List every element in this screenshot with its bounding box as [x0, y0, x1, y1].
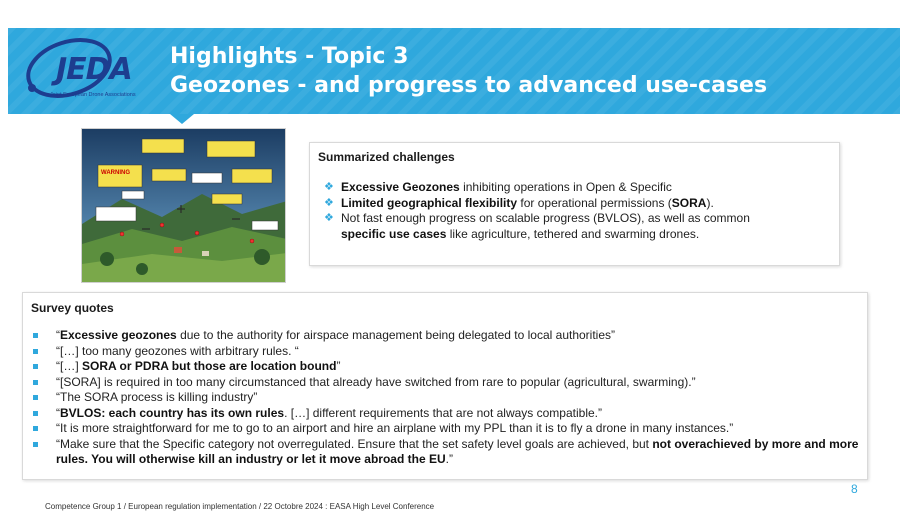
- logo-text: JEDA: [56, 52, 132, 87]
- challenge-bold: Excessive Geozones: [341, 180, 460, 194]
- logo-subtitle: Joint European Drone Associations: [50, 92, 136, 98]
- challenge-text: ).: [706, 195, 714, 210]
- quote-text: “[…]: [56, 359, 82, 373]
- square-bullet-icon: [33, 349, 38, 354]
- survey-title: Survey quotes: [31, 301, 114, 315]
- page-number: 8: [851, 482, 858, 496]
- warning-sign-label: WARNING: [101, 170, 130, 176]
- quote-item: [33, 406, 863, 422]
- quote-item: [33, 390, 863, 406]
- challenges-box: [309, 142, 840, 266]
- quote-item: [33, 344, 863, 360]
- diamond-bullet-icon: ❖: [324, 181, 334, 193]
- quote-text: “[SORA] is required in too many circumstanced that already have switched from rare to popular (agricultural, swarming).”: [56, 374, 696, 389]
- square-bullet-icon: [33, 364, 38, 369]
- quote-text: “The SORA process is killing industry”: [56, 390, 258, 404]
- quote-text: “It is more straightforward for me to go to an airport and hire an airplane with my PPL than it is to fly a drone in many instances.”: [56, 421, 734, 435]
- challenge-bold: SORA: [671, 195, 707, 210]
- geozones-illustration: [81, 128, 286, 283]
- diamond-bullet-icon: ❖: [324, 212, 334, 224]
- jeda-logo: [14, 30, 154, 106]
- quote-text: .”: [445, 452, 453, 466]
- square-bullet-icon: [33, 333, 38, 338]
- quote-item: [33, 437, 863, 468]
- challenge-item: [324, 180, 834, 196]
- quote-text: “Make sure that the Specific category not overregulated. Ensure that the set safety level goals are achieved, but: [56, 436, 653, 451]
- quote-item: [33, 421, 863, 437]
- survey-quotes-box: [22, 292, 868, 480]
- footer-text: Competence Group 1 / European regulation implementation / 22 Octobre 2024 : EASA High Level Conference: [45, 502, 435, 511]
- quote-text: “[…] too many geozones with arbitrary rules. “: [56, 343, 299, 358]
- quote-item: [33, 359, 863, 375]
- quote-bold: Excessive geozones: [60, 328, 177, 342]
- quote-bold: BVLOS: each country has its own rules: [60, 405, 285, 420]
- challenges-title: Summarized challenges: [318, 150, 455, 164]
- quote-item: [33, 375, 863, 391]
- square-bullet-icon: [33, 442, 38, 447]
- quote-text: . […] different requirements that are not always compatible.”: [284, 405, 602, 420]
- title-line-2: Geozones - and progress to advanced use-cases: [170, 73, 768, 98]
- quote-text: due to the authority for airspace management being delegated to local authorities”: [176, 328, 616, 342]
- quote-item: [33, 328, 863, 344]
- survey-quotes-list: [33, 328, 863, 468]
- quote-text: “: [56, 328, 60, 342]
- square-bullet-icon: [33, 395, 38, 400]
- landscape-illustration-icon: [82, 129, 286, 283]
- page-title: [170, 42, 767, 100]
- challenges-list: [324, 180, 834, 242]
- challenge-item: [324, 196, 834, 212]
- quote-text: ”: [336, 359, 341, 373]
- challenge-item: [324, 211, 834, 242]
- quote-bold: not overachieved by more and more rules. You will otherwise kill an industry or let it move abroad the EU: [56, 436, 859, 466]
- challenge-bold: specific use cases: [341, 226, 447, 241]
- challenge-text: Not fast enough progress on scalable progress (BVLOS), as well as common: [341, 211, 750, 225]
- quote-text: “: [56, 405, 60, 420]
- challenge-text: like agriculture, tethered and swarming drones.: [446, 226, 700, 241]
- square-bullet-icon: [33, 411, 38, 416]
- quote-bold: SORA or PDRA but those are location bound: [82, 359, 337, 373]
- challenge-text: for operational permissions (: [517, 195, 672, 210]
- square-bullet-icon: [33, 380, 38, 385]
- title-line-1: Highlights - Topic 3: [170, 44, 409, 69]
- header-pointer: [170, 114, 194, 124]
- challenge-text: inhibiting operations in Open & Specific: [459, 180, 672, 194]
- square-bullet-icon: [33, 426, 38, 431]
- diamond-bullet-icon: ❖: [324, 196, 334, 209]
- challenge-bold: Limited geographical flexibility: [341, 195, 518, 210]
